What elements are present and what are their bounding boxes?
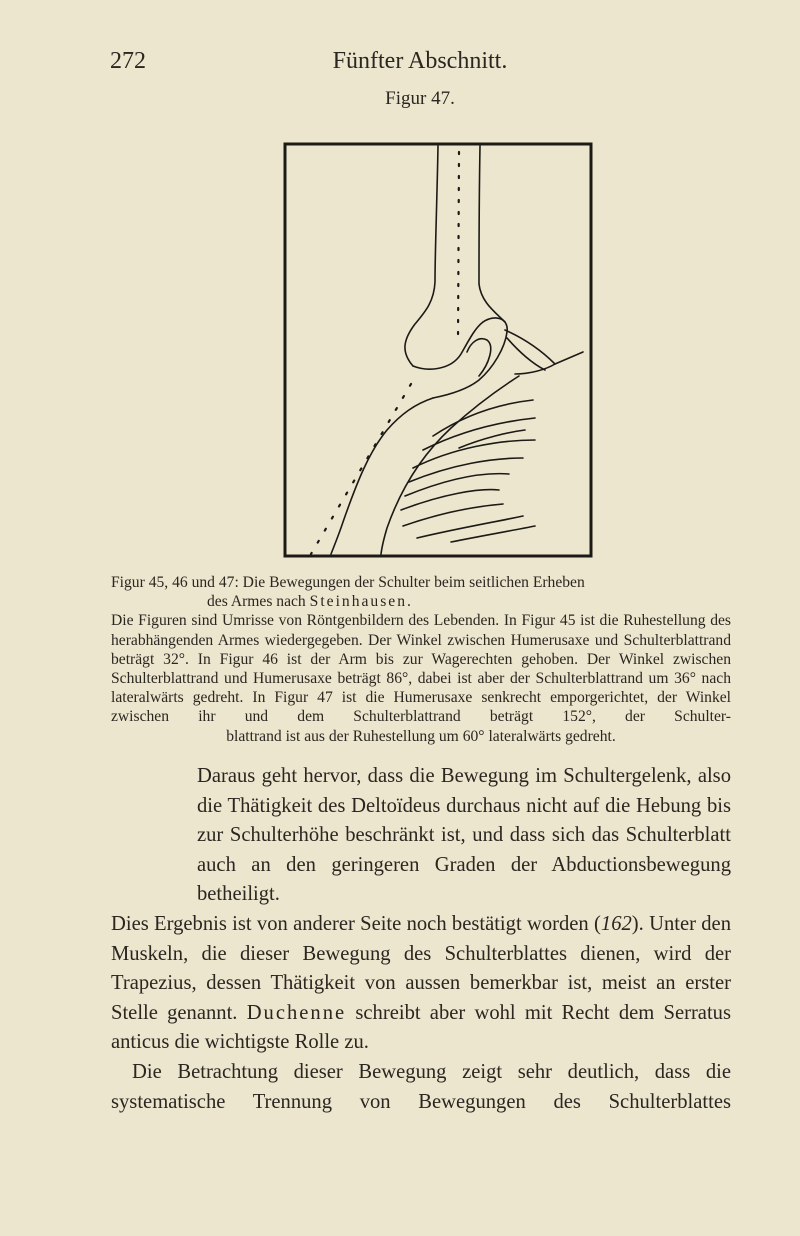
caption-period: . bbox=[407, 593, 411, 611]
coracoid-outline bbox=[467, 339, 491, 376]
author-name: Steinhausen bbox=[309, 593, 407, 611]
glenoid-curve bbox=[433, 318, 507, 398]
indented-paragraph: Daraus geht hervor, dass die Bewegung im Schultergelenk, also die Thätigkeit des Deltoïdeus durchaus nicht auf die Hebung bis zur Schulterhöhe beschränkt ist, und dass sich das Schulterblatt auch an den geringeren Graden der Abductionsbewegung betheiligt. bbox=[197, 765, 731, 906]
caption-title-line: Figur 45, 46 und 47: Die Bewegungen der Schulter beim seitlichen Erheben bbox=[111, 574, 585, 591]
scapula-edge bbox=[381, 376, 519, 554]
spine-stroke-10 bbox=[459, 430, 525, 448]
caption-description: Die Figuren sind Umrisse von Röntgenbildern des Lebenden. In Figur 45 ist die Ruhestellung des herabhängenden Armes wiedergegeben. Der Winkel zwischen Humerusaxe und Schulterblattrand beträgt 32°. In Figur 46 ist der Arm bis zur Wagerechten gehoben. Der Winkel zwischen Schulterblattrand und Humerusaxe beträgt 86°, dabei ist aber der Schulterblattrand um 36° nach lateralwärts gedreht. In Figur 47 ist die Humerusaxe senkrecht emporgerichtet, der Winkel zwischen ihr und dem Schulterblattrand beträgt 152°, der Schulter- bbox=[111, 612, 731, 726]
spine-stroke-6 bbox=[401, 490, 499, 510]
lateral-border bbox=[331, 398, 433, 554]
para-text-3: schreibt aber wohl mit Recht dem Serratus anticus die wichtigste Rolle zu. bbox=[111, 1001, 731, 1054]
para-text: Dies Ergebnis ist von anderer Seite noch bestätigt worden ( bbox=[111, 912, 601, 935]
acromion-inner bbox=[507, 338, 545, 370]
figure-caption bbox=[111, 573, 731, 746]
main-text bbox=[111, 762, 731, 1117]
author-duchenne: Duchenne bbox=[246, 1001, 347, 1024]
caption-description-last: blattrand ist aus der Ruhestellung um 60° lateralwärts gedreht. bbox=[226, 727, 616, 745]
spine-stroke-3 bbox=[413, 440, 535, 468]
body-paragraph-1 bbox=[111, 910, 731, 1058]
caption-author-prefix: des Armes nach bbox=[207, 593, 310, 611]
acromion-tip bbox=[555, 352, 583, 364]
para-text-2: ). Unter den Muskeln, die dieser Bewegung des Schulterblattes dienen, wird der Trapezius, dessen Thätigkeit von aussen bemerkbar ist, meist an erster Stelle genannt. bbox=[111, 912, 731, 1024]
spine-stroke-8 bbox=[417, 516, 523, 538]
humerus-right-outline bbox=[479, 146, 505, 322]
humerus-axis bbox=[458, 152, 459, 342]
running-title: Fünfter Abschnitt. bbox=[332, 48, 508, 74]
humerus-left-outline bbox=[405, 146, 438, 366]
figure-label: Figur 47. bbox=[385, 88, 455, 109]
humeral-head bbox=[413, 322, 483, 369]
xray-outline-figure bbox=[283, 142, 595, 560]
citation-ref: 162 bbox=[600, 912, 632, 935]
page-number: 272 bbox=[110, 48, 146, 74]
shoulder-outline-drawing bbox=[283, 142, 595, 560]
body-paragraph-2: Die Betrachtung dieser Bewegung zeigt sehr deutlich, dass die systematische Trennung von Bewegungen des Schulterblattes bbox=[111, 1060, 731, 1113]
figure-frame bbox=[285, 144, 591, 556]
page-header bbox=[110, 48, 730, 82]
caption-title-line-2 bbox=[111, 592, 731, 611]
acromion-outline bbox=[505, 330, 555, 374]
scapula-axis bbox=[311, 384, 411, 554]
